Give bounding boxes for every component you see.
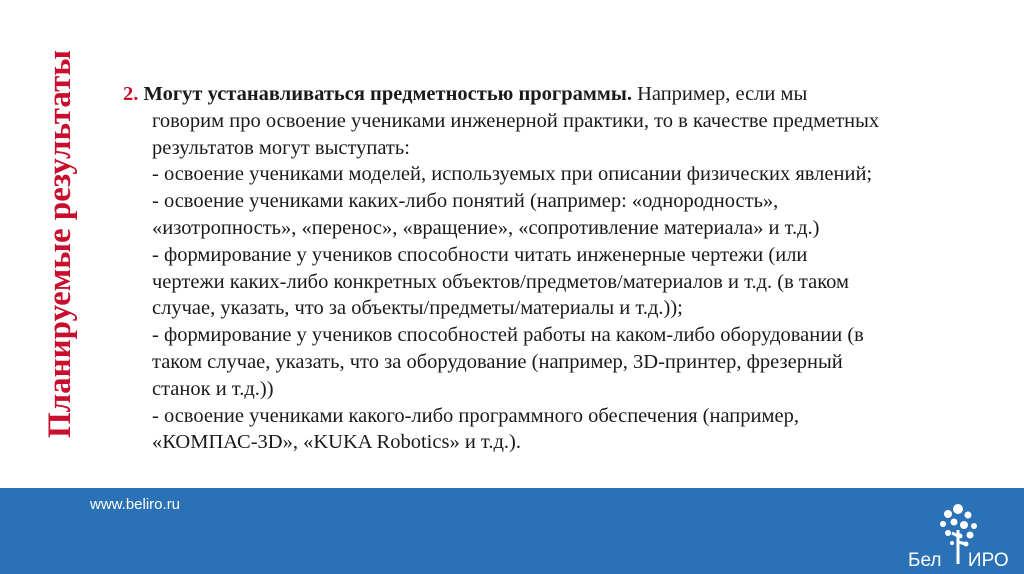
item-lead: Могут устанавливаться предметностью программы. [143, 83, 632, 105]
text-line: чертежи каких-либо конкретных объектов/предметов/материалов и т.д. (в таком [152, 270, 849, 293]
text-line: - освоение учениками какого-либо программного обеспечения (например, [152, 404, 799, 427]
text-line: Например, если мы [637, 83, 808, 105]
website-link[interactable]: www.beliro.ru [90, 496, 181, 513]
item-body [123, 108, 993, 456]
text-line: результатов могут выступать: [152, 136, 410, 159]
footer-bar [0, 488, 1024, 574]
item-heading-line [123, 81, 993, 108]
text-line: случае, указать, что за объекты/предметы/материалы и т.д.)); [152, 297, 683, 320]
logo-text-left: Бел [908, 550, 942, 571]
beliro-logo [908, 502, 1018, 574]
logo-text [908, 550, 1009, 572]
text-line: - освоение учениками каких-либо понятий (например: «однородность», [152, 190, 779, 213]
text-line: - формирование у учеников способности читать инженерные чертежи (или [152, 243, 808, 266]
text-line: говорим про освоение учениками инженерной практики, то в качестве предметных [152, 109, 880, 132]
vertical-section-title: Планируемые результаты [42, 49, 78, 439]
text-line: «изотропность», «перенос», «вращение», «сопротивление материала» и т.д.) [152, 216, 820, 239]
content-block [123, 81, 993, 456]
text-line: - формирование у учеников способностей работы на каком-либо оборудовании (в [152, 324, 864, 347]
text-line: - освоение учениками моделей, используемых при описании физических явлений; [152, 163, 873, 186]
text-line: «КОМПАС-3D», «KUKA Robotics» и т.д.). [152, 431, 521, 454]
item-number: 2. [123, 83, 139, 105]
text-line: станок и т.д.)) [152, 377, 274, 400]
text-line: таком случае, указать, что за оборудование (например, 3D-принтер, фрезерный [152, 350, 843, 373]
logo-text-right: ИРО [967, 550, 1009, 571]
